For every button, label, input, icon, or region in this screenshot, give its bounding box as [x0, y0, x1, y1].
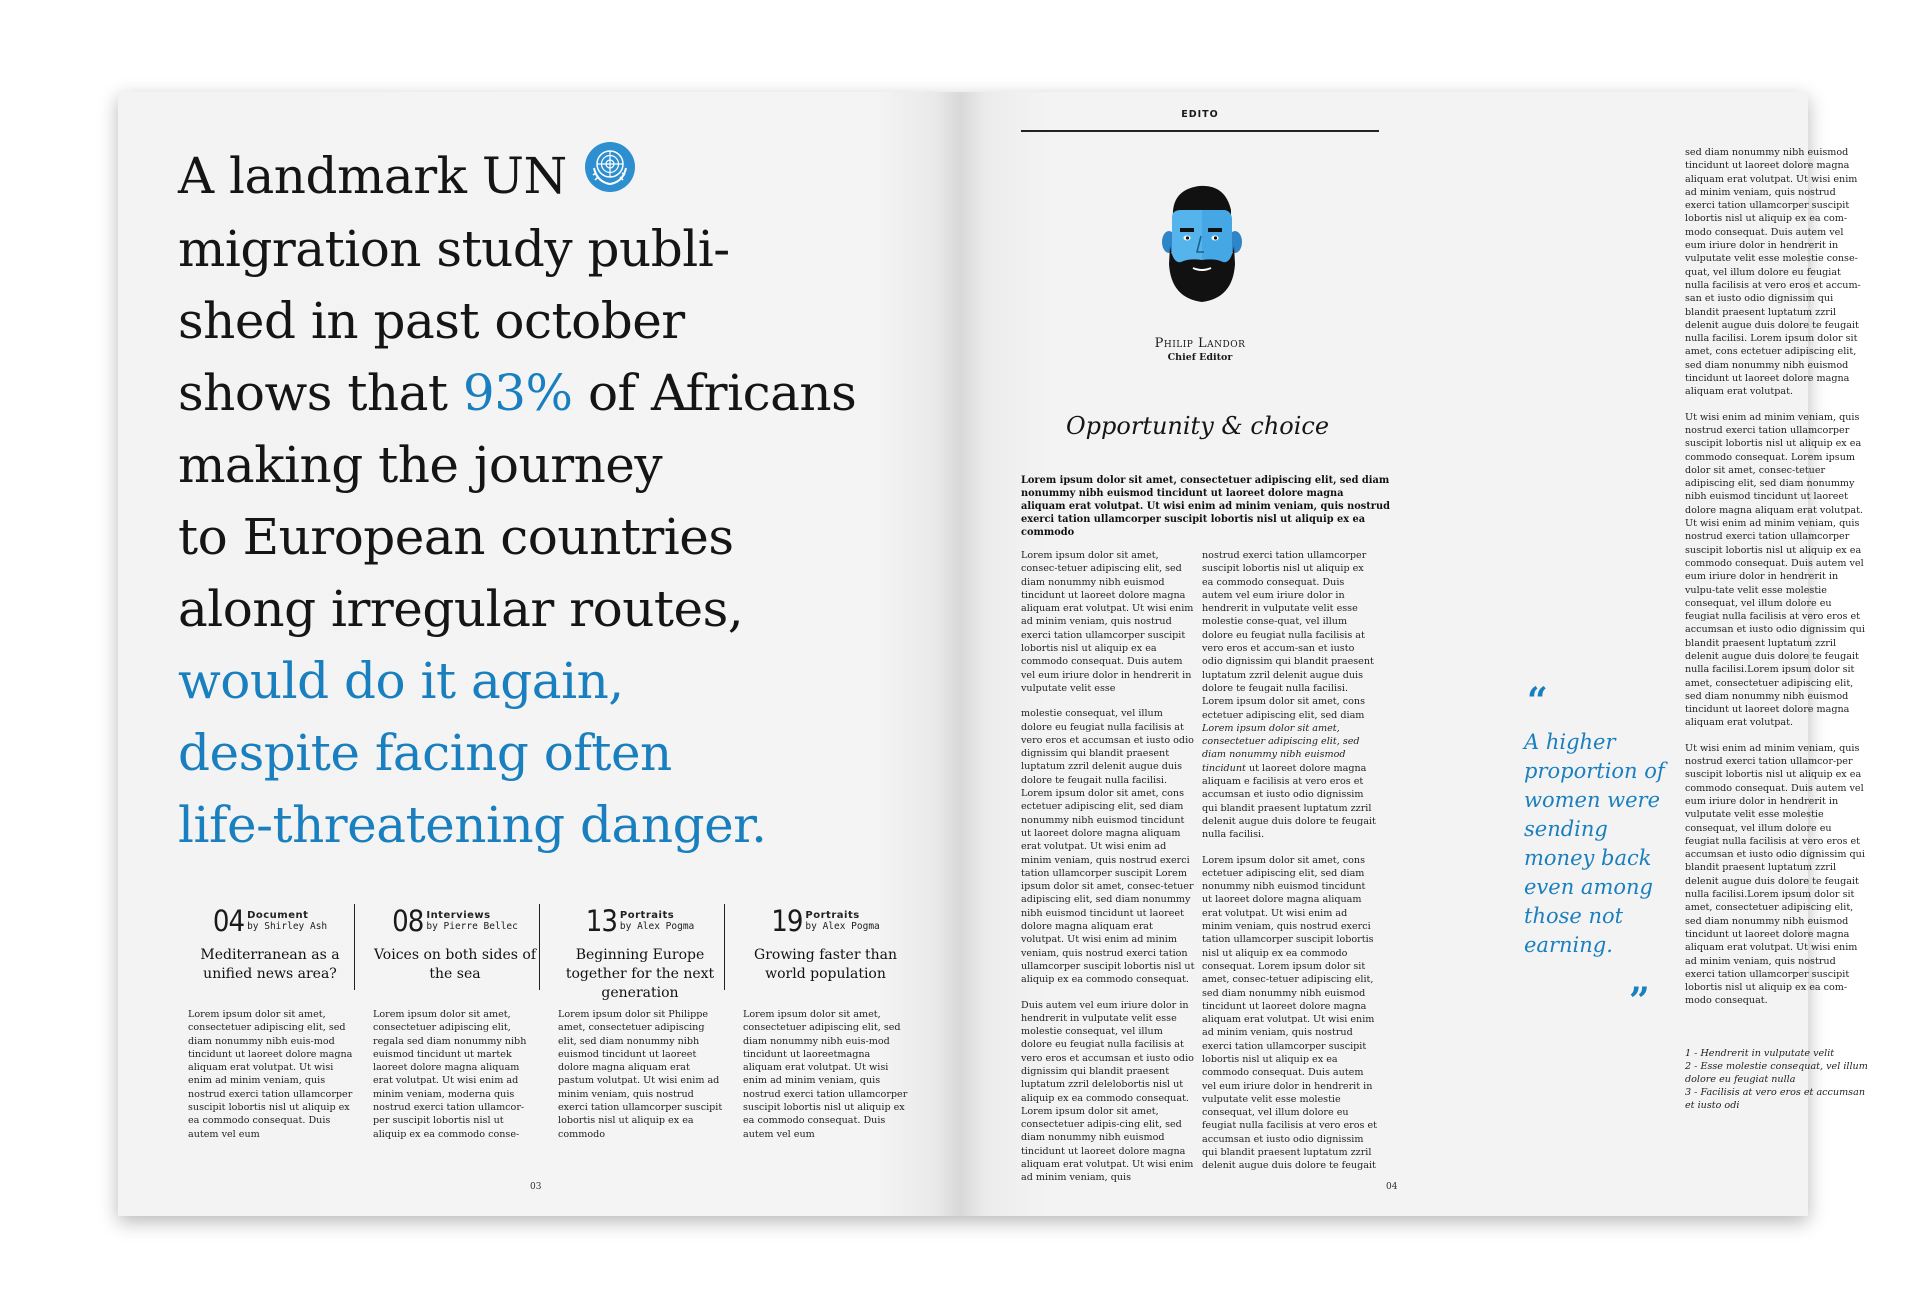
article-byline: by Pierre Bellec — [426, 921, 518, 932]
article-teaser-head — [556, 904, 725, 1001]
close-quote-mark: ” — [1629, 980, 1650, 1022]
article-teaser[interactable] — [548, 902, 733, 1192]
headline — [178, 140, 938, 861]
paragraph: Lorem ipsum dolor sit amet, cons ectetuer adipiscing elit, sed diam nonummy nibh euismod tincidunt ut laoreet dolore magna aliquam erat volutpat. Ut wisi enim ad minim veniam, quis nostrud exerci tation ullamcorper suscipit lobortis nisl ut aliquip ex ea commodo consequat. Lorem ipsum dolor sit amet, consec-tetuer adipiscing elit, sed diam nonummy nibh euismod tincidunt ut laoreet dolore magna aliquam erat volutpat. Ut wisi enim ad minim veniam, quis nostrud exerci tation ullamcorper suscipit lobortis nisl ut aliquip ex ea commodo consequat. Duis autem vel eum iriure dolor in hendrerit in vulputate velit esse molestie consequat, vel illum dolore eu feugiat nulla facilisis at vero eros et accumsan et iusto odio dignissim qui blandit praesent luptatum zzril delenit augue duis dolore te feugait — [1202, 854, 1377, 1172]
paragraph: Ut wisi enim ad minim veniam, quis nostrud exerci tation ullamcor-per suscipit lobortis nisl ut aliquip ex ea commodo consequat. Duis autem vel eum iriure dolor in hendrerit in vulputate velit esse molestie consequat, vel illum dolore eu feugiat nulla facilisis at vero eros et accumsan et iusto odio dignissim qui blandit praesent luptatum zzril delenit augue duis dolore te feugait nulla facilisi.Lorem ipsum dolor sit amet, consectetuer adipiscing elit, sed diam nonummy nibh euismod tincidunt ut laoreet dolore magna aliquam erat volutpat. Ut wisi enim ad minim veniam, quis nostrud exerci tation ullamcorper suscipit lobortis nisl ut aliquip ex ea com-modo consequat. — [1685, 742, 1865, 1007]
headline-accent-line-2: despite facing often — [178, 723, 672, 782]
open-quote-mark: “ — [1527, 680, 1548, 722]
footnote: 1 - Hendrerit in vulputate velit — [1685, 1048, 1835, 1059]
folio-left: 03 — [530, 1182, 542, 1192]
footnote: 3 - Facilisis at vero eros et accumsan et iusto odi — [1685, 1087, 1866, 1111]
page-number: 08 — [392, 904, 424, 938]
article-teasers — [178, 902, 918, 1192]
headline-line-7: along irregular routes, — [178, 579, 744, 638]
article-title: Beginning Europe together for the next generation — [565, 947, 715, 1001]
article-title: Voices on both sides of the sea — [373, 947, 537, 982]
paragraph: sed diam nonummy nibh euismod tincidunt ut laoreet dolore magna aliquam erat volutpat. Ut wisi enim ad minim veniam, quis nostrud exerci tation ullamcorper suscipit lobortis nisl ut aliquip ex ea com-modo consequat. Duis autem vel eum iriure dolor in hendrerit in vulputate velit esse molestie conse-quat, vel illum dolore eu feugiat nulla facilisis at vero eros et accum-san et iusto odio dignissim qui blandit praesent luptatum zzril delenit augue duis dolore te feugait nulla facilisi. Lorem ipsum dolor sit amet, cons ectetuer adipiscing elit, sed diam nonummy nibh euismod tincidunt ut laoreet dolore magna aliquam erat volutpat. — [1685, 147, 1861, 398]
editor-portrait-illustration — [1159, 180, 1245, 314]
article-teaser[interactable] — [178, 902, 363, 1192]
headline-line-4b: of Africans — [572, 363, 857, 422]
article-type: Interviews — [426, 910, 491, 921]
headline-accent-line-1: would do it again, — [178, 651, 624, 710]
paragraph-text: ut laoreet dolore magna aliquam e facilisis at vero eros et accumsan et iusto odio dignissim qui blandit praesent luptatum zzril delenit augue duis dolore te feugait nulla facilisi. — [1202, 762, 1376, 841]
editorial-lead: Lorem ipsum dolor sit amet, consectetuer adipiscing elit, sed diam nonummy nibh euismod tincidunt ut laoreet dolore magna aliquam erat volutpat. Ut wisi enim ad minim veniam, quis nostrud exerci tation ullamcorper suscipit lobortis nisl ut aliquip ex ea commodo — [1021, 475, 1390, 538]
article-title: Growing faster than world population — [754, 947, 897, 982]
article-byline: by Shirley Ash — [247, 921, 328, 932]
folio-right: 04 — [1386, 1182, 1398, 1192]
paragraph — [1202, 549, 1377, 842]
page-number: 19 — [771, 904, 803, 938]
article-teaser[interactable] — [363, 902, 548, 1192]
headline-line-5: making the journey — [178, 435, 663, 494]
magazine-spread — [118, 92, 1868, 1216]
footnotes — [1685, 1047, 1875, 1112]
article-meta — [426, 910, 518, 932]
headline-line-1: A landmark UN — [178, 147, 567, 205]
editor-role: Chief Editor — [1167, 352, 1233, 363]
headline-line-2: migration study publi- — [178, 219, 730, 278]
paragraph: Lorem ipsum dolor sit amet, consec-tetuer adipiscing elit, sed diam nonummy nibh euismod tincidunt ut laoreet dolore magna aliquam erat volutpat. Ut wisi enim ad minim veniam, quis nostrud exerci tation ullamcorper suscipit lobortis nisl ut aliquip ex ea commodo consequat. Duis autem vel eum iriure dolor in hendrerit in vulputate velit esse — [1021, 550, 1194, 694]
article-meta — [247, 910, 327, 932]
page-number: 04 — [212, 904, 245, 938]
section-label: EDITO — [1181, 109, 1219, 120]
article-byline: by Alex Pogma — [805, 921, 880, 932]
article-excerpt: Lorem ipsum dolor sit amet, consectetuer adipiscing elit, regala sed diam nonummy nibh euismod tincidunt ut martek laoreet dolore magna aliquam erat volutpat. Ut wisi enim ad minim veniam, moderna quis nostrud exerci tation ullamcor-per suscipit lobortis nisl ut aliquip ex ea commodo conse- — [373, 1009, 527, 1140]
article-meta — [805, 910, 879, 932]
paragraph: molestie consequat, vel illum dolore eu feugiat nulla facilisis at vero eros et accumsan et iusto odio dignissim qui blandit praesent luptatum zzril delenit augue duis dolore te feugait nulla facilisi. Lorem ipsum dolor sit amet, cons ectetuer adipiscing elit, sed diam nonummy nibh euismod tincidunt ut laoreet dolore magna aliquam erat volutpat. Ut wisi enim ad minim veniam, quis nostrud exerci tation ullamcorper suscipit Lorem ipsum dolor sit amet, consec-tetuer adipiscing elit, sed diam nonummy nibh euismod tincidunt ut laoreet dolore magna aliquam erat volutpat. Ut wisi enim ad minim veniam, quis nostrud exerci tation ullamcorper suscipit lobortis nisl ut aliquip ex ea commodo consequat. — [1021, 708, 1195, 986]
paragraph: Ut wisi enim ad minim veniam, quis nostrud exerci tation ullamcorper suscipit lobortis nisl ut aliquip ex ea commodo consequat. Lorem ipsum dolor sit amet, consec-tetuer adipiscing elit, sed diam nonummy nibh euismod tincidunt ut laoreet dolore magna aliquam erat volutpat. Ut wisi enim ad minim veniam, quis nostrud exerci tation ullamcorper suscipit lobortis nisl ut aliquip ex ea commodo consequat. Duis autem vel eum iriure dolor in hendrerit in vulpu-tate velit esse molestie consequat, vel illum dolore eu feugiat nulla facilisis at vero eros et accumsan et iusto odio dignissim qui blandit praesent luptatum zzril delenit augue duis dolore te feugait nulla facilisi.Lorem ipsum dolor sit amet, consectetuer adipiscing elit, sed diam nonummy nibh euismod tincidunt ut laoreet dolore magna aliquam erat volutpat. — [1685, 411, 1865, 729]
article-excerpt: Lorem ipsum dolor sit amet, consectetuer adipiscing elit, sed diam nonummy nibh euis-mod tincidunt ut laoreetmagna aliquam erat volutpat. Ut wisi enim ad minim veniam, quis nostrud exerci tation ullamcorper suscipit lobortis nisl ut aliquip ex ea commodo consequat. Duis autem vel eum — [743, 1009, 908, 1140]
body-column-1 — [1021, 549, 1196, 1197]
headline-line-6: to European countries — [178, 507, 734, 566]
page-number: 13 — [585, 904, 617, 938]
article-type: Portraits — [805, 910, 860, 921]
paragraph-text: nostrud exerci tation ullamcorper suscipit lobortis nisl ut aliquip ex ea commodo consequat. Duis autem vel eum iriure dolor in hendrerit in vulputate velit esse molestie conse-quat, vel illum dolore eu feugiat nulla facilisis at vero eros et accum-san et iusto odio dignissim qui blandit praesent luptatum zzril delenit augue duis dolore te feugait nulla facilisi. Lorem ipsum dolor sit amet, cons ectetuer adipiscing elit, sed diam — [1202, 550, 1374, 721]
left-page — [118, 92, 961, 1216]
body-column-3 — [1685, 146, 1865, 1020]
editorial-title: Opportunity & choice — [1066, 412, 1330, 440]
body-column-2 — [1202, 549, 1377, 1185]
paragraph: Duis autem vel eum iriure dolor in hendrerit in vulputate velit esse molestie consequat, vel illum dolore eu feugiat nulla facilisis at vero eros et accumsan et iusto odio dignissim qui blandit praesent luptatum zzril delelobortis nisl ut aliquip ex ea commodo consequat. Lorem ipsum dolor sit amet, consectetuer adipis-cing elit, sed diam nonummy nibh euismod tincidunt ut laoreet dolore magna aliquam erat volutpat. Ut wisi enim ad minim veniam, quis — [1021, 999, 1194, 1184]
pull-quote: A higher proportion of women were sending money back even among those not earning. — [1524, 730, 1665, 957]
headline-line-3: shed in past october — [178, 291, 685, 350]
headline-stat-93-percent: 93% — [462, 363, 573, 422]
headline-accent-line-3: life-threatening danger. — [178, 795, 767, 854]
article-teaser-head — [186, 904, 355, 990]
article-excerpt: Lorem ipsum dolor sit Philippe amet, consectetuer adipiscing elit, sed diam nonummy nibh euismod tincidunt ut laoreet dolore magna aliquam erat pastum volutpat. Ut wisi enim ad minim veniam, quis nostrud exerci tation ullamcorper suscipit lobortis nisl ut aliquip ex ea commodo — [558, 1009, 723, 1140]
article-teaser-head — [371, 904, 540, 990]
article-excerpt: Lorem ipsum dolor sit amet, consectetuer adipiscing elit, sed diam nonummy nibh euis-mod tincidunt ut laoreet dolore magna aliquam erat volutpat. Ut wisi enim ad minim veniam, quis nostrud exerci tation ullamcorper suscipit lobortis nisl ut aliquip ex ea commodo consequat. Duis autem vel eum — [188, 1009, 353, 1140]
un-emblem-icon — [583, 140, 637, 213]
section-rule — [1021, 130, 1379, 132]
paragraph-emphasis: Lorem ipsum dolor sit amet, consectetuer adipiscing elit, sed diam nonummy nibh euismod tincidunt — [1202, 722, 1360, 774]
article-teaser-head — [741, 904, 910, 990]
article-teaser[interactable] — [733, 902, 918, 1192]
right-page — [961, 92, 1868, 1216]
editor-name: Philip Landor — [1154, 336, 1246, 351]
article-type: Portraits — [619, 910, 675, 921]
footnote: 2 - Esse molestie consequat, vel illum dolore eu feugiat nulla — [1685, 1061, 1868, 1085]
article-title: Mediterranean as a unified news area? — [200, 947, 340, 982]
article-meta — [620, 910, 694, 932]
article-byline: by Alex Pogma — [619, 921, 695, 932]
headline-line-4a: shows that — [178, 363, 463, 422]
article-type: Document — [247, 910, 309, 921]
